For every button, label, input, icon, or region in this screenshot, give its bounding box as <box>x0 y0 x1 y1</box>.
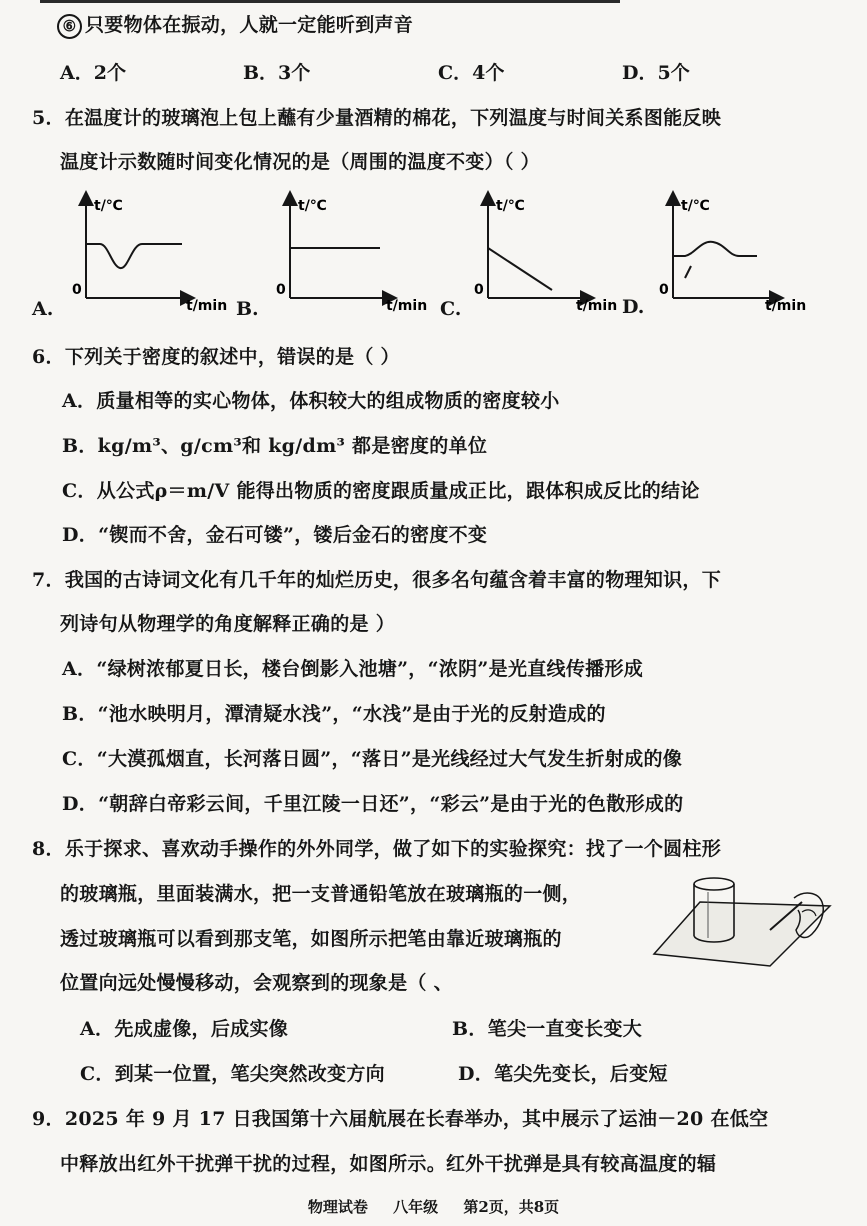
q4-option-d: D．5个 <box>622 62 690 84</box>
q8-stem-line2: 的玻璃瓶，里面装满水，把一支普通铅笔放在玻璃瓶的一侧， <box>60 883 582 905</box>
q4-option-b: B．3个 <box>243 62 311 84</box>
q4-item-6: ⑥ 只要物体在振动，人就一定能听到声音 <box>57 10 413 39</box>
y-axis-label: t/℃ <box>94 198 123 214</box>
q6-option-d: D．“锲而不舍，金石可镂”，镂后金石的密度不变 <box>62 524 488 546</box>
footer-grade: 八年级 <box>393 1198 439 1216</box>
origin-label: 0 <box>474 282 484 298</box>
q9-stem-line1: 9．2025 年 9 月 17 日我国第十六届航展在长春举办，其中展示了运油－20 在低空 <box>32 1108 769 1130</box>
q6-option-a: A．质量相等的实心物体，体积较大的组成物质的密度较小 <box>62 390 560 412</box>
q7-option-b: B．“池水映明月，潭清疑水浅”，“水浅”是由于光的反射造成的 <box>62 703 606 725</box>
item-6-marker: ⑥ <box>57 14 82 39</box>
graph-label-d: D. <box>622 296 645 318</box>
x-axis-label: t/min <box>386 298 428 314</box>
q5-stem-line2: 温度计示数随时间变化情况的是（周围的温度不变）（ ） <box>60 151 540 173</box>
x-axis-label: t/min <box>186 298 228 314</box>
q7-stem-line1: 7．我国的古诗词文化有几千年的灿烂历史，很多名句蕴含着丰富的物理知识，下 <box>32 569 722 591</box>
graph-c <box>470 190 640 315</box>
page-footer <box>0 1196 867 1217</box>
q8-option-c: C．到某一位置，笔尖突然改变方向 <box>80 1063 385 1085</box>
graph-b <box>272 190 442 315</box>
x-axis-label: t/min <box>765 298 807 314</box>
origin-label: 0 <box>72 282 82 298</box>
curve-d <box>673 242 757 256</box>
q7-option-a: A．“绿树浓郁夏日长，楼台倒影入池塘”，“浓阴”是光直线传播形成 <box>62 658 644 680</box>
y-axis-label: t/℃ <box>298 198 327 214</box>
graph-a <box>68 190 238 315</box>
curve-c <box>488 248 552 290</box>
q8-option-b: B．笔尖一直变长变大 <box>452 1018 643 1040</box>
q8-stem-line4: 位置向远处慢慢移动，会观察到的现象是（ 、 <box>60 972 453 994</box>
q8-option-d: D．笔尖先变长，后变短 <box>458 1063 668 1085</box>
top-edge-line <box>40 0 620 3</box>
q7-option-c: C．“大漠孤烟直，长河落日圆”，“落日”是光线经过大气发生折射成的像 <box>62 748 683 770</box>
origin-label: 0 <box>659 282 669 298</box>
q6-stem: 6．下列关于密度的叙述中，错误的是（ ） <box>32 346 400 368</box>
graph-d <box>655 190 825 315</box>
q8-stem-line1: 8．乐于探求、喜欢动手操作的外外同学，做了如下的实验探究：找了一个圆柱形 <box>32 838 722 860</box>
footer-subject: 物理试卷 <box>307 1198 368 1216</box>
graph-label-c: C. <box>440 298 462 320</box>
q7-option-d: D．“朝辞白帝彩云间，千里江陵一日还”，“彩云”是由于光的色散形成的 <box>62 793 684 815</box>
y-axis-label: t/℃ <box>681 198 710 214</box>
bottle-pencil-figure <box>652 872 832 972</box>
footer-page-number: 第2页，共8页 <box>463 1198 560 1216</box>
origin-label: 0 <box>276 282 286 298</box>
graph-label-a: A. <box>32 298 54 320</box>
q8-stem-line3: 透过玻璃瓶可以看到那支笔，如图所示把笔由靠近玻璃瓶的 <box>60 928 562 950</box>
q6-option-b: B．kg/m³、g/cm³和 kg/dm³ 都是密度的单位 <box>62 435 488 457</box>
y-axis-label: t/℃ <box>496 198 525 214</box>
x-axis-label: t/min <box>576 298 618 314</box>
q4-option-a: A．2个 <box>60 62 126 84</box>
graph-label-b: B. <box>236 298 259 320</box>
mark-d <box>685 266 691 278</box>
q8-option-a: A．先成虚像，后成实像 <box>80 1018 289 1040</box>
q6-option-c: C．从公式ρ＝m/V 能得出物质的密度跟质量成正比，跟体积成反比的结论 <box>62 480 700 502</box>
q9-stem-line2: 中释放出红外干扰弹干扰的过程，如图所示。红外干扰弹是具有较高温度的辐 <box>60 1153 717 1175</box>
q7-stem-line2: 列诗句从物理学的角度解释正确的是 ） <box>60 613 396 635</box>
q5-stem-line1: 5．在温度计的玻璃泡上包上蘸有少量酒精的棉花，下列温度与时间关系图能反映 <box>32 107 722 129</box>
q4-option-c: C．4个 <box>438 62 505 84</box>
curve-a <box>86 244 182 268</box>
